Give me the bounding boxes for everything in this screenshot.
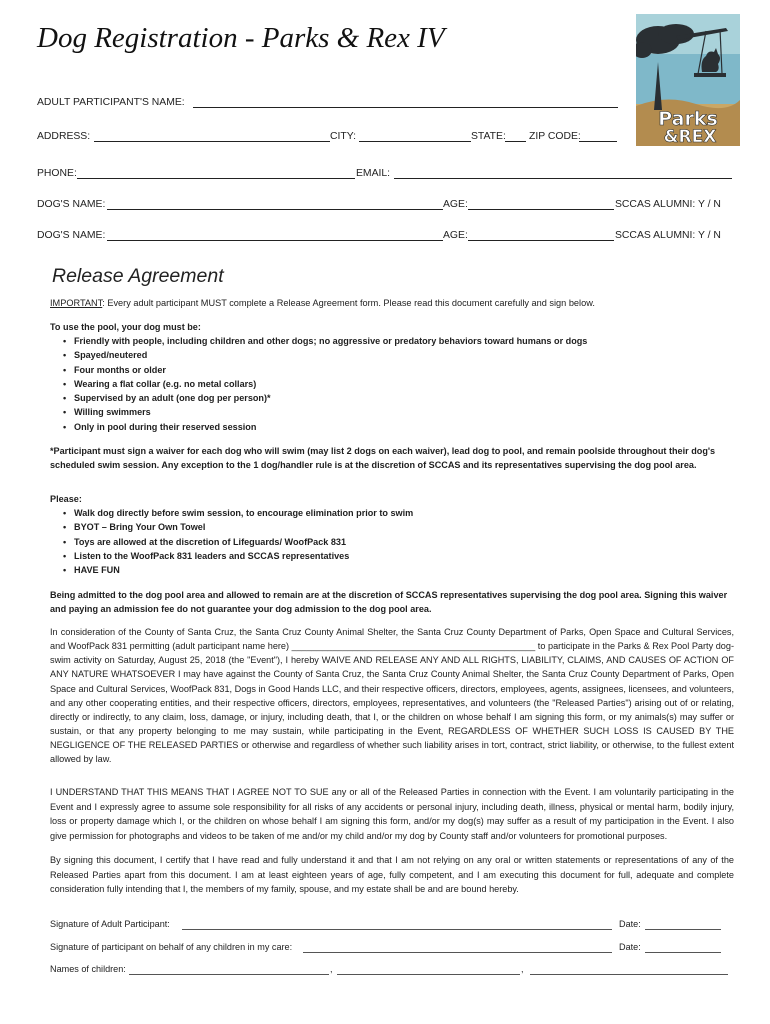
- pool-requirements-list: [50, 334, 734, 434]
- list-item: • Four months or older: [74, 363, 734, 377]
- dog-name-field-2[interactable]: [107, 240, 443, 241]
- logo-text-rex: &REX: [663, 127, 717, 146]
- please-list: [50, 506, 734, 577]
- list-item: • Toys are allowed at the discretion of Lifeguards/ WoofPack 831: [74, 535, 734, 549]
- release-paragraph-1: In consideration of the County of Santa Cruz, the Santa Cruz County Animal Shelter, the Santa Cruz County Department of Parks, Open Space and Cultural Services, and WoofPack 831 permitting (adult participant name here) ________________________________________________ to participate in the Parks & Rex Pool Party dog-swim activity on Saturday, August 25, 2018 (the "Event"), I hereby WAIVE AND RELEASE ANY AND ALL RIGHTS, LIABILITY, CLAIMS, AND CAUSES OF ACTION OF ANY NATURE WHATSOEVER I may have against the County of Santa Cruz, the Santa Cruz County Animal Shelter, the Santa Cruz County Department of Parks, Open Space and Cultural Services, WoofPack 831, Dogs in Good Hands LLC, and their respective officers, directors, employees, agents, assignees, licensees, and volunteers, and any other cooperating entities, and their respective officers, directors, employees, representatives, and volunteers (the "Released Parties") arising out of or relating, directly or indirectly, to any claim, loss, damage, or injury, including death, that I, or the children on whose behalf I am signing this form, or my animals(s) may suffer or sustain, or that any property belonging to me may sustain, while participating in the Event, REGARDLESS OF WHETHER SUCH LOSS IS CAUSED BY THE NEGLIGENCE OF THE RELEASED PARTIES or otherwise and regardless of whether such liability arises in tort, contract, strict liability, or otherwise, to the fullest extent allowed by law.: [50, 627, 734, 765]
- phone-label: PHONE:: [37, 168, 77, 179]
- page-title: Dog Registration - Parks & Rex IV: [37, 22, 445, 54]
- important-notice: [50, 298, 595, 308]
- city-field[interactable]: [359, 141, 471, 142]
- date-field-1[interactable]: [645, 929, 721, 930]
- pool-intro: To use the pool, your dog must be:: [50, 322, 201, 332]
- state-label: STATE:: [471, 131, 506, 142]
- list-item: • Wearing a flat collar (e.g. no metal collars): [74, 377, 734, 391]
- list-item: • HAVE FUN: [74, 563, 734, 577]
- alumni-label-1[interactable]: SCCAS ALUMNI: Y / N: [615, 199, 721, 210]
- please-section: [50, 492, 734, 577]
- release-agreement-title: Release Agreement: [52, 265, 224, 287]
- date-field-2[interactable]: [645, 952, 721, 953]
- age-field-1[interactable]: [468, 209, 614, 210]
- child-name-field-2[interactable]: [337, 974, 520, 975]
- address-field[interactable]: [94, 141, 330, 142]
- list-item: • Supervised by an adult (one dog per person)*: [74, 391, 734, 405]
- zip-label: ZIP CODE:: [529, 131, 581, 142]
- logo-text-parks: Parks: [658, 108, 718, 130]
- comma-separator-2: ,: [521, 964, 524, 974]
- date-label-2: Date:: [619, 942, 641, 952]
- waiver-note: *Participant must sign a waiver for each dog who will swim (may list 2 dogs on each waiver), lead dog to pool, and remain poolside throughout their dog's scheduled swim session. Any exception to the 1 dog/handler rule is at the discretion of SCCAS and its representatives supervising the dog pool area.: [50, 446, 716, 470]
- adult-signature-field[interactable]: [182, 929, 612, 930]
- dog-name-label-1: DOG'S NAME:: [37, 199, 106, 210]
- age-label-2: AGE:: [443, 230, 468, 241]
- child-name-field-1[interactable]: [129, 974, 329, 975]
- list-item: • Listen to the WoofPack 831 leaders and SCCAS representatives: [74, 549, 734, 563]
- list-item: • Only in pool during their reserved session: [74, 420, 734, 434]
- release-paragraph-3: By signing this document, I certify that I have read and fully understand it and that I am not relying on any oral or written statements or representations of any of the Released Parties apart from this document. I am at least eighteen years of age, fully competent, and I am executing this document for full, adequate and complete consideration fully intending that I, the members of my family, spouse, and my estate shall be and are bound hereby.: [50, 855, 734, 894]
- address-label: ADDRESS:: [37, 131, 91, 142]
- discretion-note: Being admitted to the dog pool area and allowed to remain are at the discretion of SCCAS representatives supervising the dog pool area. Signing this waiver and paying an admission fee do not guarantee your dog admission to the dog pool area.: [50, 590, 728, 614]
- dog-name-field-1[interactable]: [107, 209, 443, 210]
- important-text: : Every adult participant MUST complete a Release Agreement form. Please read this document carefully and sign below.: [102, 298, 595, 308]
- date-label-1: Date:: [619, 919, 641, 929]
- parks-and-rex-logo: [636, 14, 740, 146]
- list-item: • Spayed/neutered: [74, 348, 734, 362]
- email-field[interactable]: [394, 178, 732, 179]
- age-field-2[interactable]: [468, 240, 614, 241]
- pool-requirements-section: [50, 320, 734, 434]
- adult-name-label: ADULT PARTICIPANT'S NAME:: [37, 97, 185, 108]
- children-names-label: Names of children:: [50, 964, 126, 974]
- email-label: EMAIL:: [356, 168, 391, 179]
- city-label: CITY:: [330, 131, 356, 142]
- important-label: IMPORTANT: [50, 298, 103, 308]
- adult-signature-label: Signature of Adult Participant:: [50, 919, 170, 929]
- child-name-field-3[interactable]: [530, 974, 728, 975]
- adult-name-field[interactable]: [193, 107, 618, 108]
- state-field[interactable]: [505, 141, 526, 142]
- alumni-label-2[interactable]: SCCAS ALUMNI: Y / N: [615, 230, 721, 241]
- age-label-1: AGE:: [443, 199, 468, 210]
- child-signature-field[interactable]: [303, 952, 612, 953]
- list-item: • Friendly with people, including children and other dogs; no aggressive or predatory behaviors toward humans or dogs: [74, 334, 734, 348]
- child-signature-label: Signature of participant on behalf of any children in my care:: [50, 942, 293, 952]
- dog-name-label-2: DOG'S NAME:: [37, 230, 106, 241]
- list-item: • BYOT – Bring Your Own Towel: [74, 520, 734, 534]
- comma-separator-1: ,: [330, 964, 333, 974]
- list-item: • Willing swimmers: [74, 405, 734, 419]
- please-intro: Please:: [50, 494, 82, 504]
- list-item: • Walk dog directly before swim session, to encourage elimination prior to swim: [74, 506, 734, 520]
- release-paragraph-2: I UNDERSTAND THAT THIS MEANS THAT I AGREE NOT TO SUE any or all of the Released Parties in connection with the Event. I am voluntarily participating in the Event and I expressly agree to assume sole responsibility for all risks of any accidents or personal injury, including death, illness, physical or mental harm, bodily injury, loss or property damage which I, or the children on whose behalf I am signing this form, and/or my dog(s) may suffer as a result of my participation in the Event. I also give permission for photographs and videos to be taken of me and/or my child and/or my dog by County staff and/or volunteers for promotional purposes.: [50, 787, 734, 841]
- zip-field[interactable]: [579, 141, 617, 142]
- phone-field[interactable]: [77, 178, 355, 179]
